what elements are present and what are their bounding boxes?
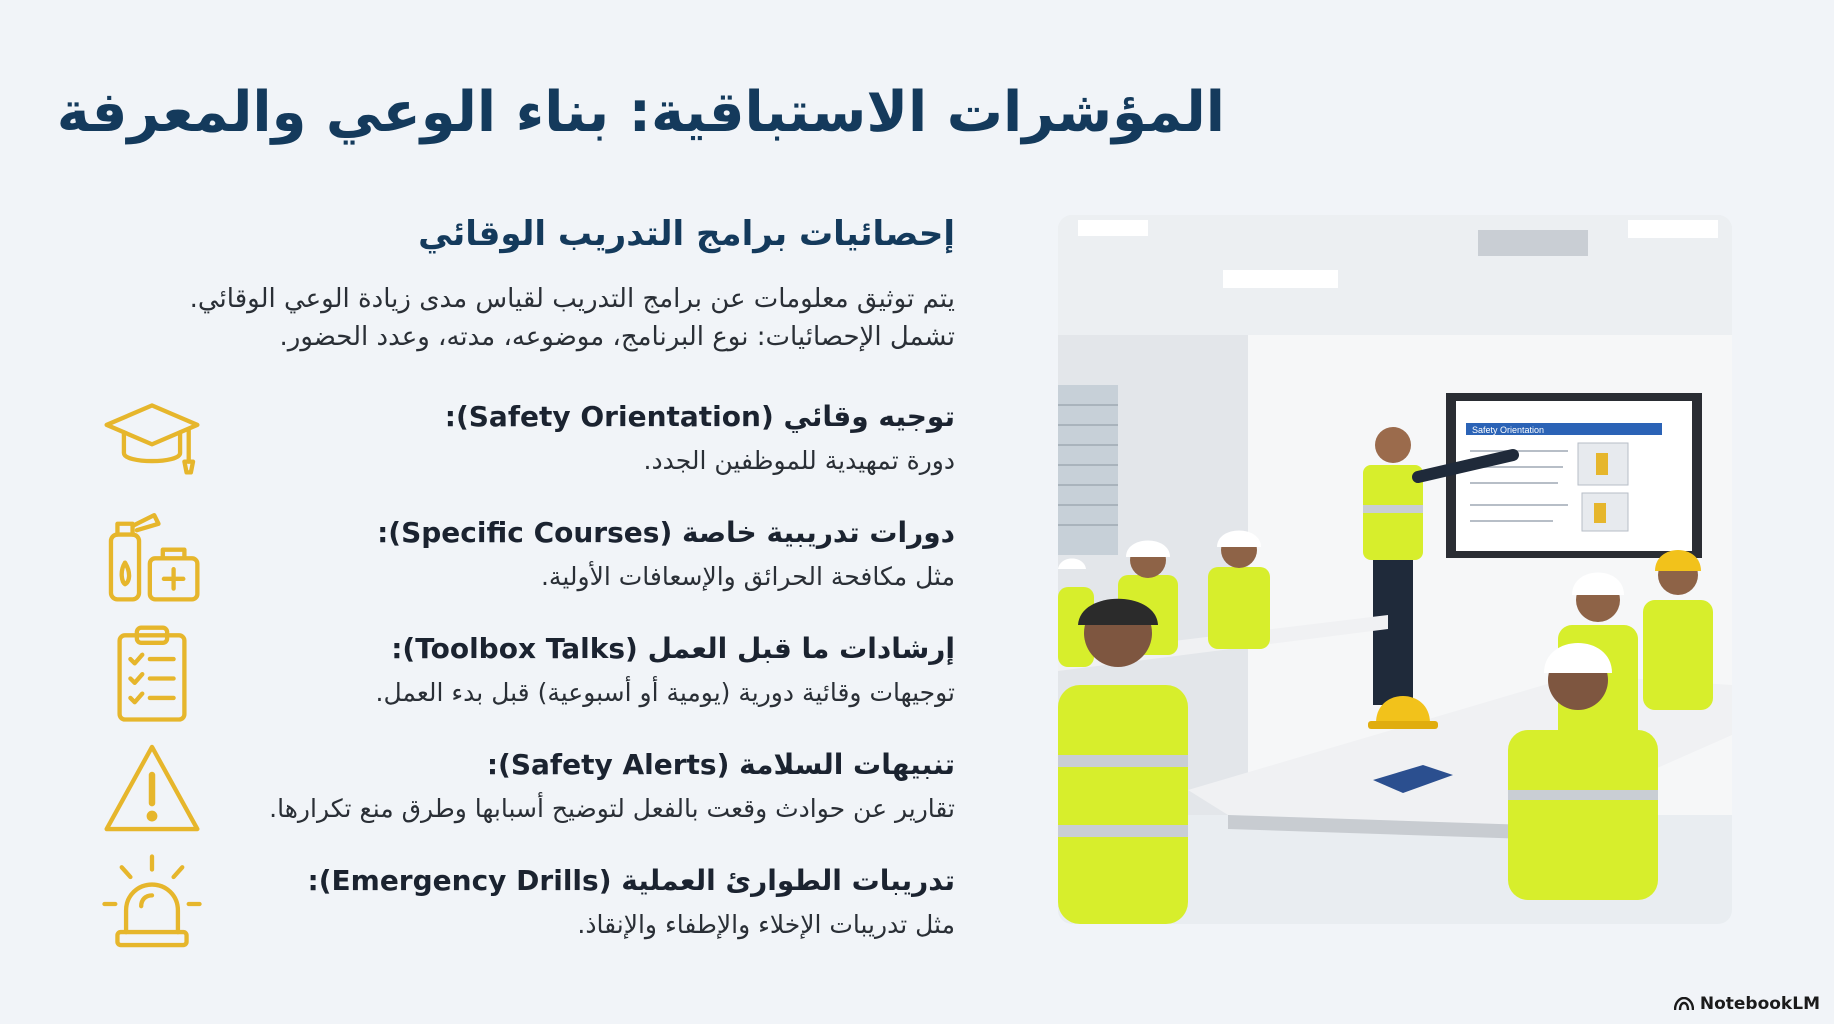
screen-heading-text: Safety Orientation [1472, 425, 1545, 435]
alarm-siren-icon [98, 850, 206, 958]
warning-triangle-icon [98, 734, 206, 842]
graduation-cap-icon [98, 386, 206, 494]
watermark-label: NotebookLM [1699, 994, 1820, 1014]
slide-title: المؤشرات الاستباقية: بناء الوعي والمعرفة [56, 80, 1225, 145]
intro-paragraph [120, 280, 955, 356]
item-title-safety-orientation: توجيه وقائي (Safety Orientation): [444, 400, 955, 433]
intro-line-1: يتم توثيق معلومات عن برامج التدريب لقياس مدى زيادة الوعي الوقائي. [189, 284, 955, 314]
item-title-safety-alerts: تنبيهات السلامة (Safety Alerts): [486, 748, 955, 781]
notebooklm-watermark [1674, 994, 1820, 1014]
item-title-emergency-drills: تدريبات الطوارئ العملية (Emergency Drills): [307, 864, 955, 897]
section-heading: إحصائيات برامج التدريب الوقائي [418, 214, 955, 254]
training-classroom-photo [1058, 215, 1732, 924]
fire-extinguisher-first-aid-icon [98, 500, 206, 608]
notebooklm-logo-icon [1674, 997, 1694, 1011]
item-desc-safety-orientation: دورة تمهيدية للموظفين الجدد. [643, 446, 955, 475]
clipboard-checklist-icon [98, 618, 206, 726]
item-desc-emergency-drills: مثل تدريبات الإخلاء والإطفاء والإنقاذ. [577, 910, 955, 939]
item-title-toolbox-talks: إرشادات ما قبل العمل (Toolbox Talks): [391, 632, 955, 665]
item-desc-safety-alerts: تقارير عن حوادث وقعت بالفعل لتوضيح أسبابها وطرق منع تكرارها. [269, 794, 955, 823]
intro-line-2: تشمل الإحصائيات: نوع البرنامج، موضوعه، مدته، وعدد الحضور. [279, 322, 955, 352]
item-title-specific-courses: دورات تدريبية خاصة (Specific Courses): [377, 516, 955, 549]
item-desc-toolbox-talks: توجيهات وقائية دورية (يومية أو أسبوعية) قبل بدء العمل. [375, 678, 955, 707]
item-desc-specific-courses: مثل مكافحة الحرائق والإسعافات الأولية. [540, 562, 955, 591]
